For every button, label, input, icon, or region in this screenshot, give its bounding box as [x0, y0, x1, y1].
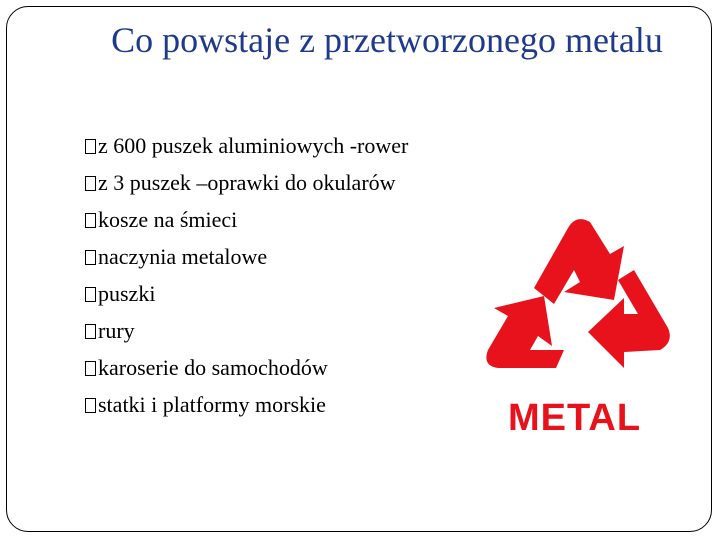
bullet-marker-icon	[85, 213, 96, 228]
bullet-marker-icon	[85, 176, 96, 191]
bullet-marker-icon	[85, 324, 96, 339]
bullet-text: karoserie do samochodów	[98, 355, 328, 380]
bullet-marker-icon	[85, 139, 96, 154]
bullet-item	[85, 238, 408, 275]
bullet-item	[85, 386, 408, 423]
slide-frame	[6, 6, 712, 532]
bullet-marker-icon	[85, 250, 96, 265]
bullet-item	[85, 164, 408, 201]
bullet-text: statki i platformy morskie	[98, 392, 326, 417]
bullet-text: z 600 puszek aluminiowych -rower	[98, 133, 409, 158]
slide-title: Co powstaje z przetworzonego metalu	[111, 20, 663, 60]
bullet-item	[85, 349, 408, 386]
bullet-text: rury	[98, 318, 135, 343]
bullet-item	[85, 201, 408, 238]
bullet-item	[85, 312, 408, 349]
bullet-text: z 3 puszek –oprawki do okularów	[98, 170, 396, 195]
bullet-text: naczynia metalowe	[98, 244, 268, 269]
bullet-list	[85, 127, 408, 423]
metal-recycling-logo	[472, 200, 682, 450]
bullet-item	[85, 275, 408, 312]
logo-label: METAL	[508, 397, 642, 439]
bullet-marker-icon	[85, 398, 96, 413]
bullet-text: puszki	[98, 281, 156, 306]
bullet-marker-icon	[85, 361, 96, 376]
bullet-text: kosze na śmieci	[98, 207, 238, 232]
bullet-marker-icon	[85, 287, 96, 302]
bullet-item	[85, 127, 408, 164]
